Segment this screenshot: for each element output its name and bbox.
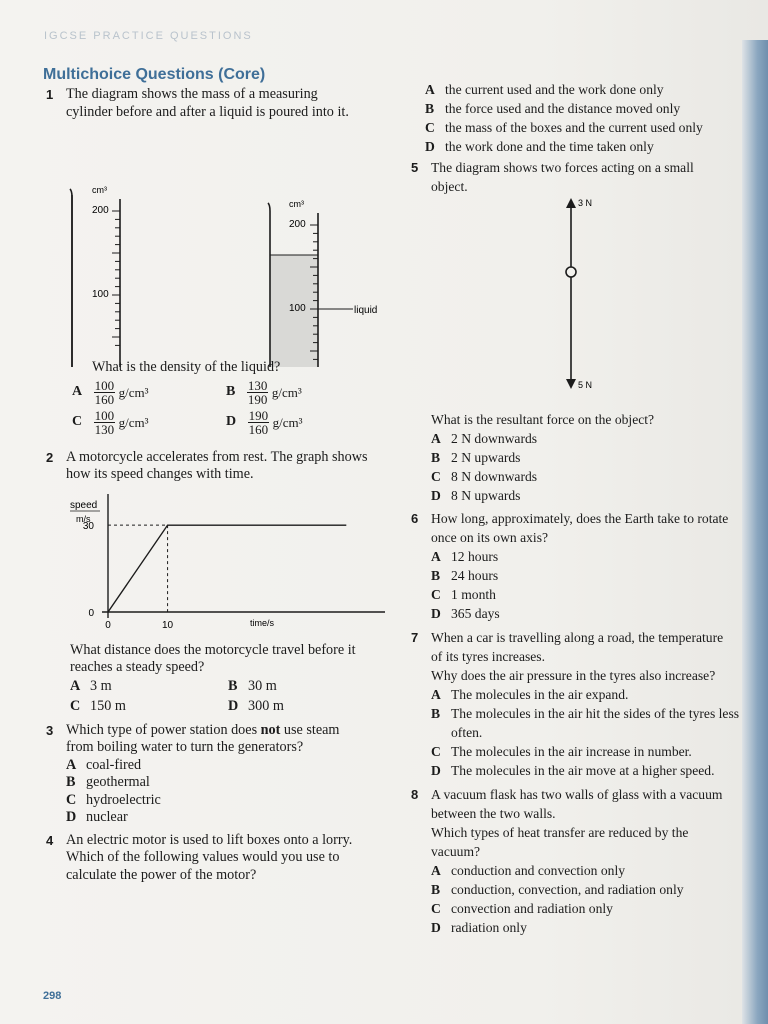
right-column bbox=[405, 80, 745, 937]
measuring-cylinder-diagram bbox=[40, 127, 385, 367]
answer-option-b[interactable]: B $\frac{130}{190}$ g/cm³ bbox=[226, 377, 302, 407]
question-prompt: What distance does the motorcycle travel before it reaches a steady speed? bbox=[70, 641, 356, 675]
question-number: 5 bbox=[411, 160, 419, 175]
x-axis-label: time/s bbox=[250, 617, 275, 628]
downward-force-label: 5 N bbox=[578, 380, 593, 390]
question-text: When a car is travelling along a road, the temperature of its tyres increases. bbox=[431, 630, 724, 664]
speed-series-line bbox=[108, 525, 346, 612]
question-1 bbox=[40, 86, 385, 121]
speed-time-graph bbox=[40, 488, 385, 638]
answer-option-b[interactable]: B geothermal bbox=[66, 774, 150, 790]
answer-option-b[interactable]: B the force used and the distance moved only bbox=[425, 101, 681, 116]
question-number: 8 bbox=[411, 787, 419, 802]
filled-cylinder bbox=[262, 203, 353, 367]
question-number: 7 bbox=[411, 630, 419, 645]
question-4-options bbox=[405, 80, 745, 156]
fraction: $\frac{130}{190}$ bbox=[247, 377, 268, 407]
density-options bbox=[40, 379, 385, 443]
y-tick-label: 0 bbox=[88, 607, 94, 619]
options-grid bbox=[40, 678, 385, 718]
question-text: The diagram shows two forces acting on a small object. bbox=[431, 160, 694, 194]
question-number: 6 bbox=[411, 511, 419, 526]
question-number: 3 bbox=[46, 722, 54, 738]
running-head: IGCSE PRACTICE QUESTIONS bbox=[44, 30, 253, 42]
answer-option-a[interactable]: A $\frac{100}{160}$ g/cm³ bbox=[72, 377, 149, 407]
answer-option-c[interactable]: C convection and radiation only bbox=[431, 901, 613, 916]
section-title: Multichoice Questions (Core) bbox=[43, 66, 266, 83]
answer-option-b[interactable]: B 24 hours bbox=[431, 568, 499, 583]
question-8 bbox=[405, 785, 745, 937]
question-number: 1 bbox=[46, 87, 54, 102]
question-5-block bbox=[405, 410, 745, 505]
answer-option-d[interactable]: D The molecules in the air move at a higher speed. bbox=[431, 763, 715, 778]
fraction: $\frac{100}{160}$ bbox=[94, 377, 115, 407]
up-arrow-icon bbox=[566, 198, 576, 208]
question-2 bbox=[40, 449, 385, 484]
answer-option-d[interactable]: D the work done and the time taken only bbox=[425, 139, 654, 154]
question-7 bbox=[405, 628, 745, 780]
x-tick-label: 0 bbox=[105, 619, 111, 631]
answer-option-c[interactable]: C $\frac{100}{130}$ g/cm³ bbox=[72, 407, 149, 437]
answer-option-a[interactable]: A conduction and convection only bbox=[431, 863, 626, 878]
chart-plot-area bbox=[83, 494, 385, 631]
question-prompt: What is the resultant force on the object? bbox=[431, 412, 655, 427]
fraction: $\frac{100}{130}$ bbox=[94, 407, 115, 437]
answer-option-c[interactable]: C The molecules in the air increase in number. bbox=[431, 744, 692, 759]
answer-option-d[interactable]: D 300 m bbox=[228, 697, 284, 714]
small-object bbox=[566, 267, 576, 277]
answer-option-c[interactable]: C the mass of the boxes and the current used only bbox=[425, 120, 703, 135]
cylinder-unit-label: cm³ bbox=[92, 185, 107, 195]
question-number: 2 bbox=[46, 449, 54, 465]
answer-option-d[interactable]: D 365 days bbox=[431, 606, 500, 621]
answer-option-d[interactable]: D $\frac{190}{160}$ g/cm³ bbox=[226, 407, 303, 437]
answer-option-a[interactable]: A 2 N downwards bbox=[431, 431, 538, 446]
question-prompt: Which types of heat transfer are reduced by the vacuum? bbox=[431, 825, 689, 859]
liquid-label: liquid bbox=[354, 305, 378, 316]
answer-option-c[interactable]: C 1 month bbox=[431, 587, 496, 602]
answer-option-a[interactable]: A the current used and the work done only bbox=[425, 82, 664, 97]
answer-option-a[interactable]: A 12 hours bbox=[431, 549, 499, 564]
page-number: 298 bbox=[43, 990, 62, 1002]
cylinder-tick-label: 200 bbox=[92, 205, 109, 216]
y-axis-unit: m/s bbox=[76, 513, 91, 524]
force-diagram bbox=[405, 196, 745, 396]
cylinder-unit-label: cm³ bbox=[289, 199, 304, 209]
question-text: Which type of power station does not use steam from boiling water to turn the generators? bbox=[66, 721, 340, 755]
question-text: An electric motor is used to lift boxes onto a lorry. Which of the following values would you use to calculate the power of the motor? bbox=[66, 831, 353, 883]
answer-option-b[interactable]: B The molecules in the air hit the sides of the tyres less often. bbox=[431, 706, 740, 740]
question-number: 4 bbox=[46, 832, 54, 848]
question-text: How long, approximately, does the Earth take to rotate once on its own axis? bbox=[431, 511, 729, 545]
left-column bbox=[40, 86, 385, 884]
y-axis-label: speed bbox=[70, 499, 98, 511]
answer-option-b[interactable]: B 30 m bbox=[228, 677, 277, 694]
answer-option-d[interactable]: D radiation only bbox=[431, 920, 527, 935]
question-6 bbox=[405, 509, 745, 623]
question-text: A motorcycle accelerates from rest. The graph shows how its speed changes with time. bbox=[66, 448, 368, 482]
question-prompt: Why does the air pressure in the tyres also increase? bbox=[431, 668, 716, 683]
answer-option-d[interactable]: D nuclear bbox=[66, 809, 128, 825]
upward-force-label: 3 N bbox=[578, 198, 593, 208]
question-5 bbox=[405, 158, 745, 196]
question-text: A vacuum flask has two walls of glass with a vacuum between the two walls. bbox=[431, 787, 723, 821]
answer-option-a[interactable]: A The molecules in the air expand. bbox=[431, 687, 629, 702]
answer-option-c[interactable]: C 8 N downwards bbox=[431, 469, 538, 484]
cylinder-tick-label: 100 bbox=[289, 303, 306, 314]
book-spine-shadow bbox=[742, 40, 768, 1024]
answer-option-c[interactable]: C hydroelectric bbox=[66, 791, 161, 808]
answer-option-a[interactable]: A coal-fired bbox=[66, 756, 142, 773]
answer-option-d[interactable]: D 8 N upwards bbox=[431, 488, 521, 503]
down-arrow-icon bbox=[566, 379, 576, 389]
x-tick-label: 10 bbox=[162, 619, 174, 631]
question-text: The diagram shows the mass of a measuring cylinder before and after a liquid is poured into it. bbox=[66, 86, 349, 120]
answer-option-b[interactable]: B 2 N upwards bbox=[431, 450, 521, 465]
cylinder-tick-label: 100 bbox=[92, 289, 109, 300]
answer-option-a[interactable]: A 3 m bbox=[70, 677, 112, 694]
fraction: $\frac{190}{160}$ bbox=[248, 407, 269, 437]
question-4 bbox=[40, 832, 385, 885]
answer-option-c[interactable]: C 150 m bbox=[70, 697, 126, 714]
answer-option-b[interactable]: B conduction, convection, and radiation only bbox=[431, 882, 684, 897]
question-prompt: What is the density of the liquid? bbox=[92, 359, 281, 375]
question-3 bbox=[40, 722, 385, 827]
cylinder-tick-label: 200 bbox=[289, 219, 306, 230]
y-tick-label: 30 bbox=[82, 520, 94, 532]
